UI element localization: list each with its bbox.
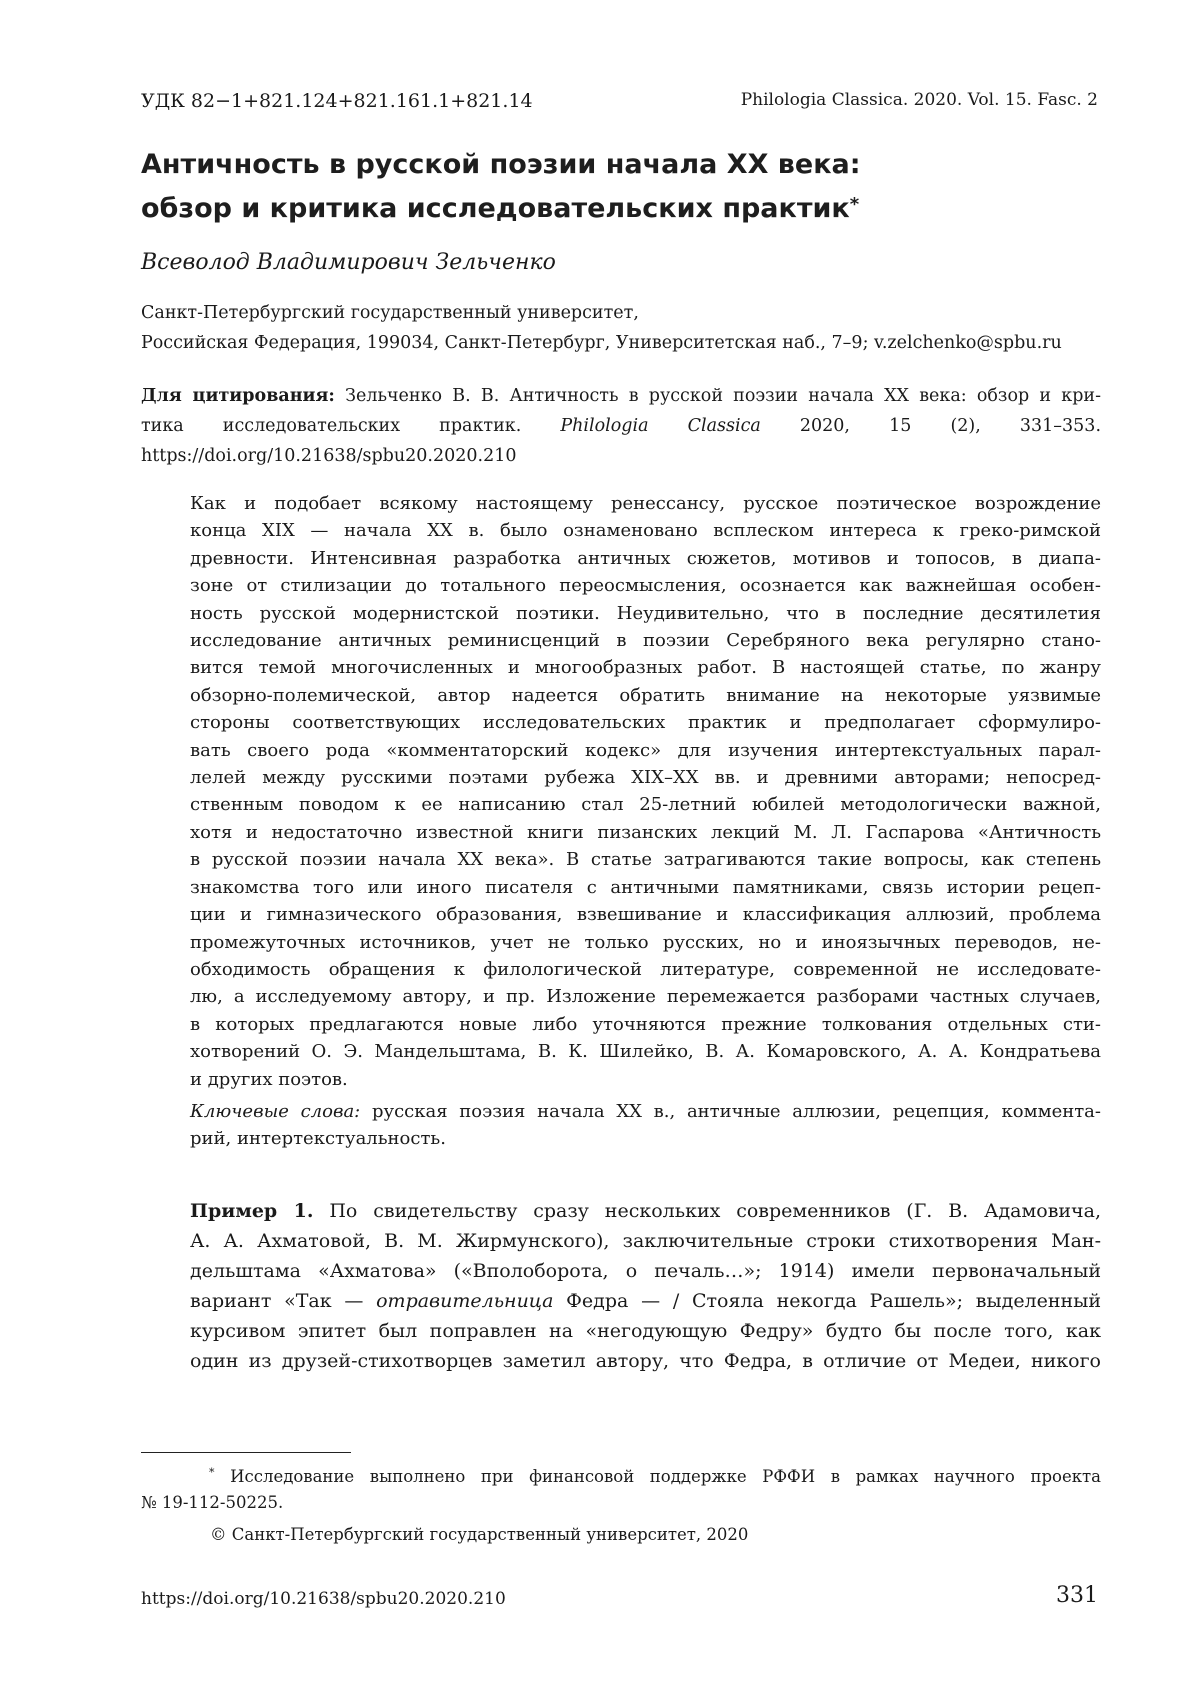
keywords-line-1 [190, 1098, 1101, 1125]
article-title [141, 145, 1101, 229]
example-line-2: А. А. Ахматовой, В. М. Жирмунского), заключительные строки стихотворения Ман- [190, 1230, 1101, 1252]
abstract-line: лю, а исследуемому автору, и пр. Изложение перемежается разборами частных случаев, [190, 986, 1101, 1008]
abstract [190, 490, 1101, 1093]
example-line-4-pre: вариант «Так — [190, 1290, 377, 1312]
abstract-line: вать своего рода «комментаторский кодекс» для изучения интертекстуальных парал- [190, 739, 1101, 761]
example-line-3: дельштама «Ахматова» («Вполоборота, о печаль…»; 1914) имели первоначальный [190, 1260, 1101, 1282]
affiliation-line-1: Санкт-Петербургский государственный университет, [141, 303, 639, 323]
citation-label: Для цитирования: [141, 386, 335, 406]
abstract-line: в которых предлагаются новые либо уточняются прежние толкования отдельных сти- [190, 1013, 1101, 1035]
abstract-line: древности. Интенсивная разработка античных сюжетов, мотивов и топосов, в диапа- [190, 547, 1101, 569]
running-header [141, 90, 1098, 120]
title-footnote-marker[interactable]: * [849, 194, 860, 215]
citation-line-2-post: 2020, 15 (2), 331–353. [760, 416, 1102, 436]
abstract-line: обходимость обращения к филологической литературе, современной не исследовате- [190, 958, 1101, 980]
copyright-notice: © Санкт-Петербургский государственный университет, 2020 [210, 1525, 749, 1544]
example-line-1-text: По свидетельству сразу нескольких современников (Г. В. Адамовича, [313, 1200, 1101, 1222]
citation-journal-italic: Philologia Classica [560, 416, 761, 436]
footer-doi-link[interactable]: https://doi.org/10.21638/spbu20.2020.210 [141, 1589, 506, 1609]
citation-line-2-pre: тика исследовательских практик. [141, 416, 561, 436]
title-line-1: Античность в русской поэзии начала XX века: [141, 149, 861, 180]
citation-line-1-text: Зельченко В. В. Античность в русской поэзии начала XX века: обзор и кри- [334, 386, 1101, 406]
citation-block [141, 381, 1101, 471]
citation-doi-link[interactable]: https://doi.org/10.21638/spbu20.2020.210 [141, 446, 517, 466]
author-name: Всеволод Владимирович Зельченко [141, 250, 556, 275]
abstract-line: и других поэтов. [190, 1068, 348, 1090]
example-line-4-post: Федра — / Стояла некогда Рашель»; выделенный [553, 1290, 1101, 1312]
keywords-block [190, 1098, 1101, 1153]
abstract-line: вится темой многочисленных и многообразных работ. В настоящей статье, по жанру [190, 657, 1101, 679]
example-line-6: один из друзей-стихотворцев заметил автору, что Федра, в отличие от Медеи, никого [190, 1350, 1101, 1372]
footnote-line-1 [141, 1460, 1101, 1490]
footnote-divider [141, 1452, 351, 1453]
example-italic-epithet: отравительница [376, 1290, 554, 1312]
journal-reference: Philologia Classica. 2020. Vol. 15. Fasc. 2 [740, 90, 1098, 110]
title-line-2 [141, 185, 1101, 229]
abstract-line: стороны соответствующих исследовательских практик и предполагает сформулиро- [190, 712, 1101, 734]
keywords-label: Ключевые слова: [190, 1101, 361, 1122]
abstract-line: лелей между русскими поэтами рубежа XIX–XX вв. и древними авторами; непосред- [190, 767, 1101, 789]
footnote [141, 1460, 1101, 1516]
citation-line-2 [141, 411, 1101, 441]
citation-line-1 [141, 381, 1101, 411]
abstract-line: ции и гимназического образования, взвешивание и классификация аллюзий, проблема [190, 904, 1101, 926]
abstract-line: Как и подобает всякому настоящему ренессансу, русское поэтическое возрождение [190, 493, 1101, 514]
example-line-4 [190, 1286, 1101, 1316]
keywords-line-1-text: русская поэзия начала XX в., античные аллюзии, рецепция, коммента- [360, 1101, 1101, 1122]
abstract-line: хотя и недостаточно известной книги пизанских лекций М. Л. Гаспарова «Античность [190, 821, 1101, 843]
abstract-line: ственным поводом к ее написанию стал 25-летний юбилей методологически важной, [190, 794, 1101, 816]
footnote-marker: * [209, 1466, 215, 1479]
abstract-line: ность русской модернистской поэтики. Неудивительно, что в последние десятилетия [190, 602, 1101, 624]
affiliation-line-2: Российская Федерация, 199034, Санкт-Петербург, Университетская наб., 7–9; v.zelchenko@spbu.ru [141, 333, 1062, 353]
abstract-line: зоне от стилизации до тотального переосмысления, осознается как важнейшая особен- [190, 575, 1101, 597]
page-number: 331 [1056, 1583, 1098, 1608]
abstract-line: хотворений О. Э. Мандельштама, В. К. Шилейко, В. А. Комаровского, А. А. Кондратьева [190, 1041, 1101, 1063]
example-line-5: курсивом эпитет был поправлен на «негодующую Федру» будто бы после того, как [190, 1320, 1101, 1342]
title-line-2-text: обзор и критика исследовательских практик [141, 193, 850, 224]
footnote-line-2: № 19-112-50225. [141, 1493, 284, 1512]
example-label: Пример 1. [190, 1200, 314, 1222]
abstract-line: обзорно-полемической, автор надеется обратить внимание на некоторые уязвимые [190, 684, 1101, 706]
author-affiliation [141, 298, 1101, 358]
abstract-line: конца XIX — начала XX в. было ознаменовано всплеском интереса к греко-римской [190, 520, 1101, 542]
abstract-line: исследование античных реминисценций в поэзии Серебряного века регулярно стано- [190, 630, 1101, 652]
abstract-line: знакомства того или иного писателя с античными памятниками, связь истории рецеп- [190, 876, 1101, 898]
abstract-line: в русской поэзии начала XX века». В статье затрагиваются такие вопросы, как степень [190, 849, 1101, 871]
footnote-line-1-text: Исследование выполнено при финансовой поддержке РФФИ в рамках научного проекта [214, 1467, 1101, 1486]
keywords-line-2: рий, интертекстуальность. [190, 1128, 446, 1150]
abstract-line: промежуточных источников, учет не только русских, но и иноязычных переводов, не- [190, 931, 1101, 953]
udk-code: УДК 82−1+821.124+821.161.1+821.14 [141, 90, 533, 112]
example-line-1 [190, 1196, 1101, 1226]
example-1-paragraph [190, 1196, 1101, 1376]
